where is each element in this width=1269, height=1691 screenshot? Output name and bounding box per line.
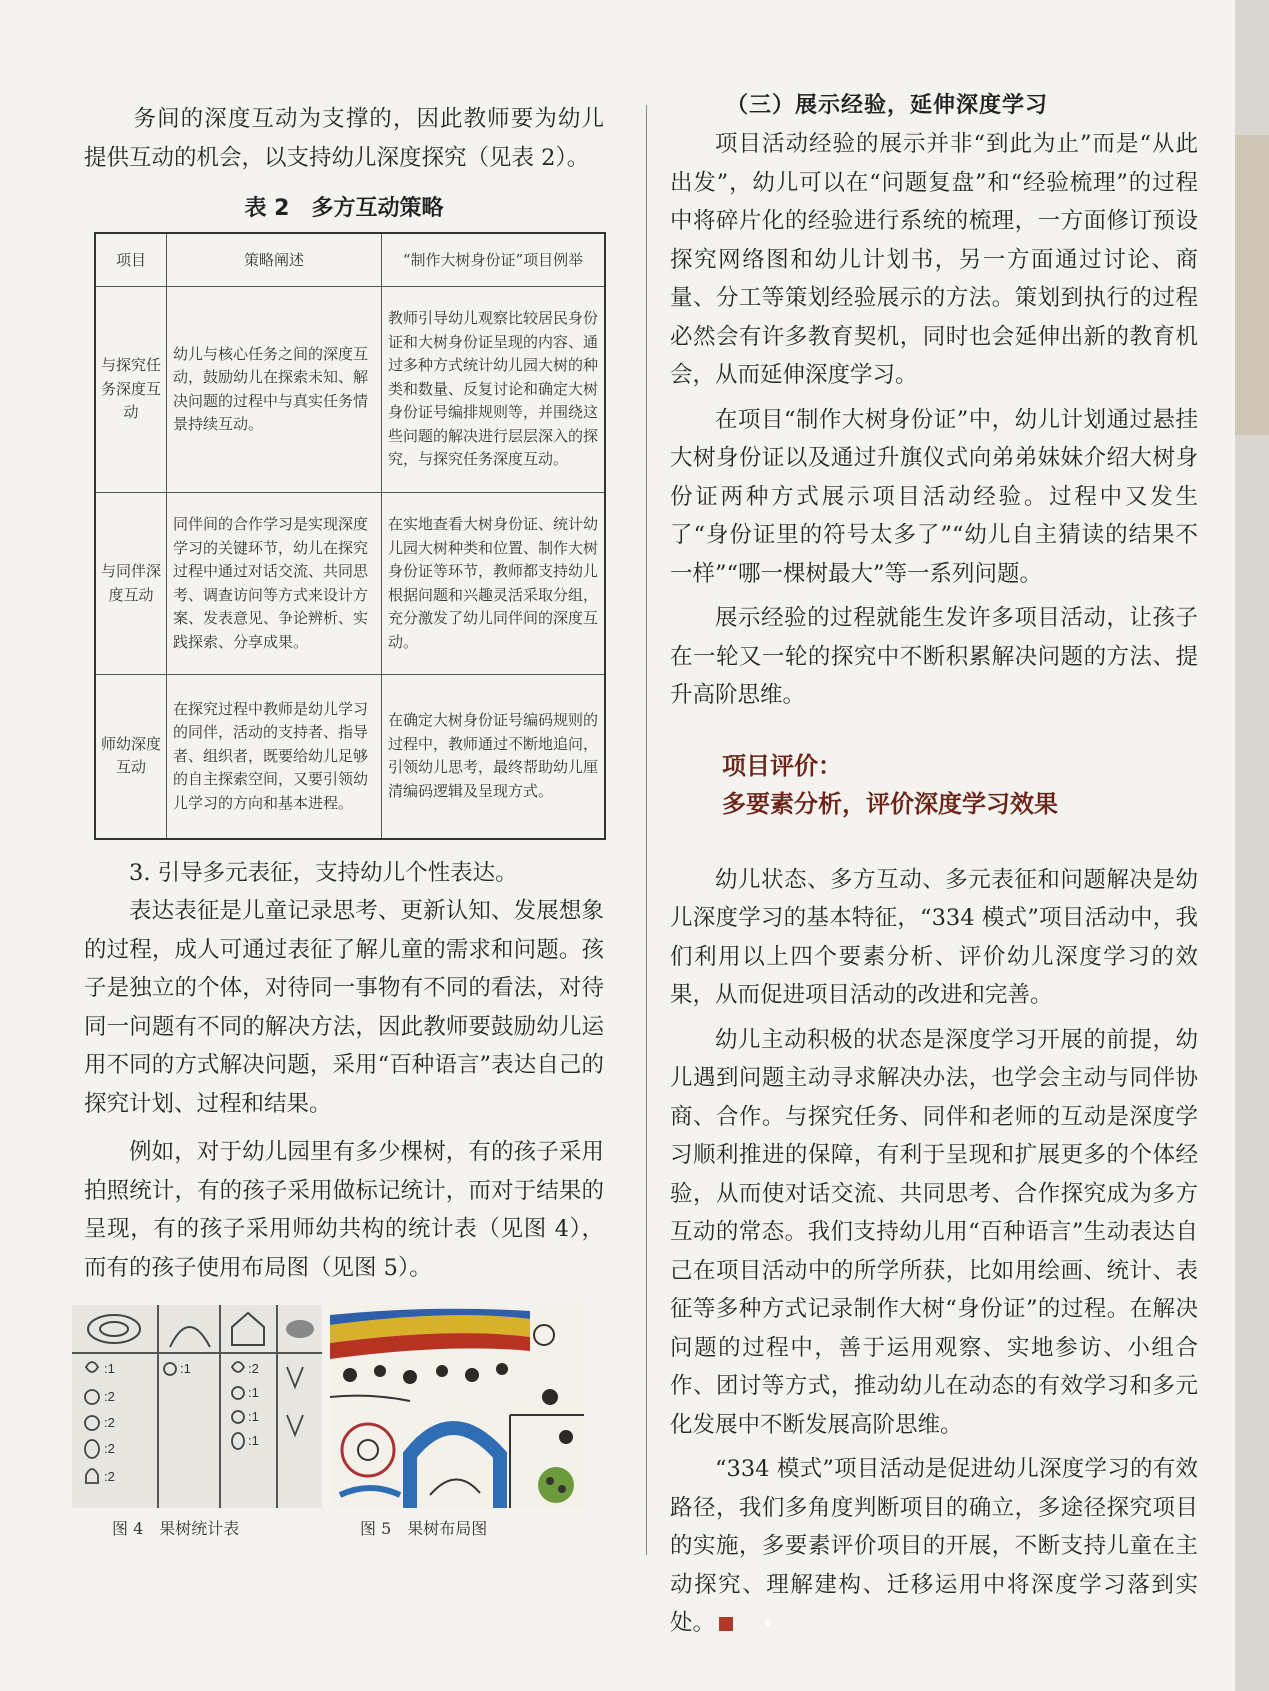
paragraph-generate-activities: 展示经验的过程就能生发许多项目活动，让孩子在一轮又一轮的探究中不断积累解决问题的方法、提升高阶思维。 bbox=[670, 605, 1198, 708]
tally-count: :2 bbox=[104, 1469, 115, 1484]
layout-map-drawing bbox=[330, 1305, 584, 1508]
table-header-example: “制作大树身份证”项目例举 bbox=[382, 233, 606, 287]
tally-count: :1 bbox=[248, 1409, 259, 1424]
table-cell-strategy: 幼儿与核心任务之间的深度互动，鼓励幼儿在探索未知、解决问题的过程中与真实任务情景持续互动。 bbox=[167, 287, 382, 493]
table-header-row bbox=[95, 233, 605, 287]
paragraph-showcase: 项目活动经验的展示并非“到此为止”而是“从此出发”，幼儿可以在“问题复盘”和“经验梳理”的过程中将碎片化的经验进行系统的梳理，一方面修订预设探究网络图和幼儿计划书，另一方面通过讨论、商量、分工等策划经验展示的方法。策划到执行的过程必然会有许多教育契机，同时也会延伸出新的教育机会，从而延伸深度学习。 bbox=[670, 131, 1198, 388]
table-row bbox=[95, 493, 605, 675]
tally-count: :1 bbox=[248, 1385, 259, 1400]
table-row bbox=[95, 287, 605, 493]
section-heading-line-1: 项目评价： bbox=[722, 751, 842, 780]
paragraph-tree-id-case: 在项目“制作大树身份证”中，幼儿计划通过悬挂大树身份证以及通过升旗仪式向弟弟妹妹介绍大树身份证两种方式展示项目活动经验。过程中又发生了“身份证里的符号太多了”“幼儿自主猜读的结果不一样”“哪一棵树最大”等一系列问题。 bbox=[670, 406, 1198, 587]
table-cell-strategy: 在探究过程中教师是幼儿学习的同伴，活动的支持者、指导者、组织者，既要给幼儿足够的自主探索空间，又要引领幼儿学习的方向和基本进程。 bbox=[167, 675, 382, 839]
left-column bbox=[84, 100, 604, 1539]
subsection-3-title: 3. 引导多元表征，支持幼儿个性表达。 bbox=[129, 859, 518, 886]
table-header-item: 项目 bbox=[95, 233, 167, 287]
tally-count: :2 bbox=[248, 1361, 259, 1376]
paragraph-example: 例如，对于幼儿园里有多少棵树，有的孩子采用拍照统计，有的孩子采用做标记统计，而对于结果的呈现，有的孩子采用师幼共构的统计表（见图 4），而有的孩子使用布局图（见图 5）。 bbox=[84, 1139, 604, 1281]
end-mark-icon: ◆ bbox=[719, 1617, 733, 1631]
right-column bbox=[670, 88, 1198, 1643]
paragraph-conclusion bbox=[670, 1450, 1198, 1643]
figures-row bbox=[72, 1305, 604, 1508]
paragraph-active-state: 幼儿主动积极的状态是深度学习开展的前提，幼儿遇到问题主动寻求解决办法，也学会主动与同伴协商、合作。与探究任务、同伴和老师的互动是深度学习顺利推进的保障，有利于呈现和扩展更多的个体经验，从而使对话交流、共同思考、合作探究成为多方互动的常态。我们支持幼儿用“百种语言”生动表达自己在项目活动中的所学所获，比如用绘画、统计、表征等多种方式记录制作大树“身份证”的过程。在解决问题的过程中，善于运用观察、实地参访、小组合作、团讨等方式，推动幼儿在动态的有效学习和多元化发展中不断发展高阶思维。 bbox=[670, 1026, 1198, 1438]
table-cell-example: 教师引导幼儿观察比较居民身份证和大树身份证呈现的内容、通过多种方式统计幼儿园大树的种类和数量、反复讨论和确定大树身份证号编排规则等，并围绕这些问题的解决进行层层深入的探究，与探究任务深度互动。 bbox=[382, 287, 606, 493]
section-heading bbox=[722, 747, 1198, 823]
figure-4-caption: 图 4 果树统计表 bbox=[112, 1519, 240, 1538]
tally-count: :2 bbox=[104, 1441, 115, 1456]
intro-paragraph: 务间的深度互动为支撑的，因此教师要为幼儿提供互动的机会，以支持幼儿深度探究（见表 2）。 bbox=[84, 106, 604, 171]
column-divider bbox=[646, 105, 647, 1555]
table-cell-item: 与探究任务深度互动 bbox=[95, 287, 167, 493]
table-cell-example: 在实地查看大树身份证、统计幼儿园大树种类和位置、制作大树身份证等环节，教师都支持幼儿根据问题和兴趣灵活采取分组，充分激发了幼儿同伴间的深度互动。 bbox=[382, 493, 606, 675]
table-header-strategy: 策略阐述 bbox=[167, 233, 382, 287]
tally-count: :2 bbox=[104, 1415, 115, 1430]
conclusion-text: “334 模式”项目活动是促进幼儿深度学习的有效路径，我们多角度判断项目的确立，多途径探究项目的实施，多要素评价项目的开展，不断支持儿童在主动探究、理解建构、迁移运用中将深度学习落到实处。 bbox=[670, 1456, 1198, 1636]
strategy-table bbox=[94, 232, 606, 840]
tally-sheet-drawing bbox=[72, 1305, 322, 1508]
tally-count: :2 bbox=[104, 1389, 115, 1404]
subsection-title: （三）展示经验，延伸深度学习 bbox=[726, 93, 1049, 118]
tally-count: :1 bbox=[248, 1433, 259, 1448]
table-row bbox=[95, 675, 605, 839]
section-heading-line-2: 多要素分析，评价深度学习效果 bbox=[722, 789, 1058, 818]
table-cell-strategy: 同伴间的合作学习是实现深度学习的关键环节，幼儿在探究过程中通过对话交流、共同思考、调查访问等方式来设计方案、发表意见、争论辨析、实践探索、分享成果。 bbox=[167, 493, 382, 675]
paragraph-representation: 表达表征是儿童记录思考、更新认知、发展想象的过程，成人可通过表征了解儿童的需求和问题。孩子是独立的个体，对待同一事物有不同的看法，对待同一问题有不同的解决方法，因此教师要鼓励幼儿运用不同的方式解决问题，采用“百种语言”表达自己的探究计划、过程和结果。 bbox=[84, 898, 604, 1117]
table-cell-example: 在确定大树身份证号编码规则的过程中，教师通过不断地追问，引领幼儿思考，最终帮助幼儿厘清编码逻辑及呈现方式。 bbox=[382, 675, 606, 839]
adjacent-page-edge bbox=[1235, 0, 1269, 1691]
tally-count: :1 bbox=[180, 1361, 191, 1376]
figure-captions bbox=[112, 1516, 604, 1539]
table-cell-item: 与同伴深度互动 bbox=[95, 493, 167, 675]
paragraph-four-elements: 幼儿状态、多方互动、多元表征和问题解决是幼儿深度学习的基本特征，“334 模式”项目活动中，我们利用以上四个要素分析、评价幼儿深度学习的效果，从而促进项目活动的改进和完善。 bbox=[670, 866, 1198, 1008]
page-edge-tab bbox=[1235, 135, 1269, 435]
figure-5-caption: 图 5 果树布局图 bbox=[360, 1519, 488, 1538]
table-cell-item: 师幼深度互动 bbox=[95, 675, 167, 839]
table-caption: 表 2 多方互动策略 bbox=[244, 196, 444, 221]
figure-5-fruit-tree-layout bbox=[330, 1305, 584, 1508]
tally-count: :1 bbox=[104, 1361, 115, 1376]
figure-4-fruit-tree-tally bbox=[72, 1305, 322, 1508]
